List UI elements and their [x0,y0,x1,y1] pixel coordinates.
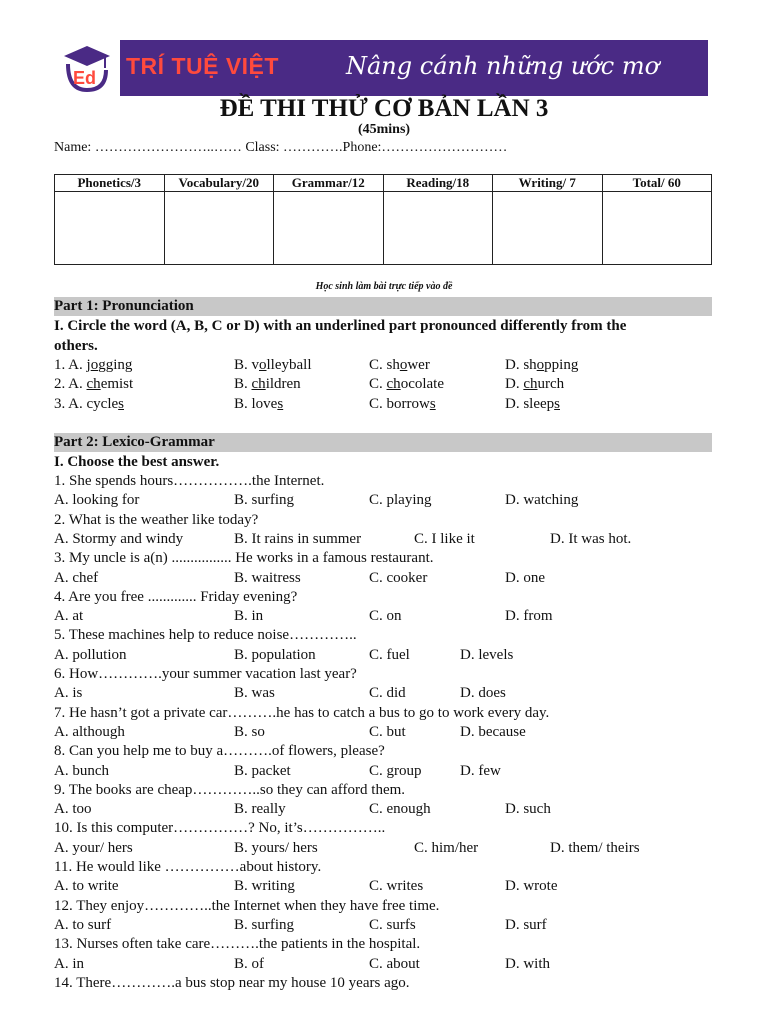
question-6-stem: 6. How………….your summer vacation last year? [54,666,357,682]
logo-letters: Ed [73,68,97,88]
question-12-option-a[interactable]: A. to surf [54,916,112,933]
pron-q2-option-c[interactable]: C. chocolate [369,376,444,392]
question-14-stem: 14. There………….a bus stop near my house 10 years ago. [54,974,410,991]
question-12-option-b[interactable]: B. surfing [234,916,294,933]
question-11-option-b[interactable]: B. writing [234,878,295,895]
question-3-option-d[interactable]: D. one [505,569,545,586]
question-10-option-a[interactable]: A. your/ hers [54,839,133,856]
score-cell-total[interactable] [602,192,712,265]
question-7-option-c[interactable]: C. but [369,723,406,740]
question-6-option-a[interactable]: A. is [54,685,83,702]
question-10-option-d[interactable]: D. them/ theirs [550,839,640,856]
question-9-stem: 9. The books are cheap…………..so they can afford them. [54,781,406,798]
question-10-stem: 10. Is this computer……………? No, it’s…………….. [54,820,386,837]
question-4-option-c[interactable]: C. on [369,608,402,625]
question-13-option-c[interactable]: C. about [369,955,420,972]
score-col-writing: Writing/ 7 [493,175,603,192]
question-7-option-b[interactable]: B. so [234,723,265,740]
question-4-stem: 4. Are you free ............. Friday evening? [54,588,298,605]
question-1-option-a[interactable]: A. looking for [54,492,140,509]
page-title: ĐỀ THI THỬ CƠ BẢN LẦN 3 [219,95,549,122]
question-10-option-b[interactable]: B. yours/ hers [234,839,318,856]
question-9-option-b[interactable]: B. really [234,801,286,818]
part2-instruction: I. Choose the best answer. [54,454,220,470]
brand-name: TRÍ TUỆ VIỆT [126,53,279,79]
question-6-option-c[interactable]: C. did [369,685,406,702]
question-3-option-a[interactable]: A. chef [54,569,99,586]
pron-q3-option-c[interactable]: C. borrows [369,396,436,412]
question-8-stem: 8. Can you help me to buy a……….of flowers, please? [54,743,385,760]
part1-heading: Part 1: Pronunciation [54,297,712,316]
question-1-option-d[interactable]: D. watching [505,492,579,509]
question-11-stem: 11. He would like ……………about history. [54,859,322,875]
instruction-note: Học sinh làm bài trực tiếp vào đề [315,281,453,292]
pron-q1-option-a[interactable]: 1. A. jogging [54,357,133,373]
question-2-stem: 2. What is the weather like today? [54,511,259,528]
question-2-option-d[interactable]: D. It was hot. [550,530,632,547]
question-2-option-b[interactable]: B. It rains in summer [234,530,362,547]
question-8-option-c[interactable]: C. group [369,762,422,779]
question-2-option-a[interactable]: A. Stormy and windy [54,530,184,547]
question-13-stem: 13. Nurses often take care……….the patients in the hospital. [54,936,421,953]
part1-instruction-cont: others. [54,338,98,354]
question-13-option-d[interactable]: D. with [505,955,550,972]
question-7-stem: 7. He hasn’t got a private car……….he has to catch a bus to go to work every day. [54,704,550,721]
pron-q2-option-a[interactable]: 2. A. chemist [54,376,134,392]
question-8-option-a[interactable]: A. bunch [54,762,109,779]
score-cell-grammar[interactable] [274,192,384,265]
question-13-option-b[interactable]: B. of [234,955,264,972]
score-table-header [55,175,712,192]
question-10-option-c[interactable]: C. him/her [414,839,479,856]
header-banner [54,40,708,96]
score-col-total: Total/ 60 [602,175,712,192]
question-9-option-a[interactable]: A. too [54,801,92,818]
pron-q3-option-b[interactable]: B. loves [234,396,284,412]
question-12-stem: 12. They enjoy…………..the Internet when they have free time. [54,897,440,914]
question-9-option-c[interactable]: C. enough [369,801,431,818]
score-col-grammar: Grammar/12 [274,175,384,192]
question-7-option-a[interactable]: A. although [54,723,125,740]
page-subtitle: (45mins) [357,122,411,137]
part1-instruction: I. Circle the word (A, B, C or D) with an underlined part pronounced differently from the [54,318,627,334]
name-class-phone-line[interactable]: Name: ……………………..…… Class: ………….Phone:……………………… [54,140,508,155]
pron-q2-option-d[interactable]: D. church [505,376,565,392]
score-table [54,174,712,265]
question-5-option-b[interactable]: B. population [234,646,316,663]
question-7-option-d[interactable]: D. because [460,723,526,740]
question-2-option-c[interactable]: C. I like it [414,530,475,547]
question-3-stem: 3. My uncle is a(n) ................ He works in a famous restaurant. [54,550,434,567]
question-1-option-c[interactable]: C. playing [369,492,432,509]
question-11-option-c[interactable]: C. writes [369,878,424,895]
question-8-option-b[interactable]: B. packet [234,762,291,779]
pron-q1-option-c[interactable]: C. shower [369,357,430,373]
question-1-option-b[interactable]: B. surfing [234,492,294,509]
question-11-option-a[interactable]: A. to write [54,878,119,895]
pron-q3-option-d[interactable]: D. sleeps [505,396,560,412]
question-9-option-d[interactable]: D. such [505,801,551,818]
slogan: Nâng cánh những ước mơ [346,52,660,80]
question-11-option-d[interactable]: D. wrote [505,878,558,895]
question-8-option-d[interactable]: D. few [460,762,501,779]
score-col-reading: Reading/18 [383,175,493,192]
question-3-option-c[interactable]: C. cooker [369,569,428,586]
pron-q1-option-b[interactable]: B. volleyball [234,357,312,373]
question-1-stem: 1. She spends hours…………….the Internet. [54,473,325,489]
score-col-vocabulary: Vocabulary/20 [164,175,274,192]
question-3-option-b[interactable]: B. waitress [234,569,301,586]
score-cell-writing[interactable] [493,192,603,265]
pron-q3-option-a[interactable]: 3. A. cycles [54,396,124,412]
question-12-option-d[interactable]: D. surf [505,916,547,933]
pron-q2-option-b[interactable]: B. children [234,376,301,392]
question-6-option-d[interactable]: D. does [460,685,506,702]
question-12-option-c[interactable]: C. surfs [369,916,416,933]
question-13-option-a[interactable]: A. in [54,955,84,972]
question-4-option-b[interactable]: B. in [234,608,264,625]
question-4-option-d[interactable]: D. from [505,608,553,625]
score-cell-reading[interactable] [383,192,493,265]
score-table-row [55,192,712,265]
question-5-option-a[interactable]: A. pollution [54,646,127,663]
question-6-option-b[interactable]: B. was [234,685,275,702]
score-cell-phonetics[interactable] [55,192,165,265]
question-5-option-c[interactable]: C. fuel [369,646,410,663]
question-4-option-a[interactable]: A. at [54,608,84,625]
pron-q1-option-d[interactable]: D. shopping [505,357,579,373]
part2-heading: Part 2: Lexico-Grammar [54,433,712,452]
question-5-stem: 5. These machines help to reduce noise………….. [54,627,357,644]
logo [54,40,120,96]
score-cell-vocabulary[interactable] [164,192,274,265]
score-col-phonetics: Phonetics/3 [55,175,165,192]
question-5-option-d[interactable]: D. levels [460,646,514,663]
graduation-cap-logo-icon [60,44,114,92]
